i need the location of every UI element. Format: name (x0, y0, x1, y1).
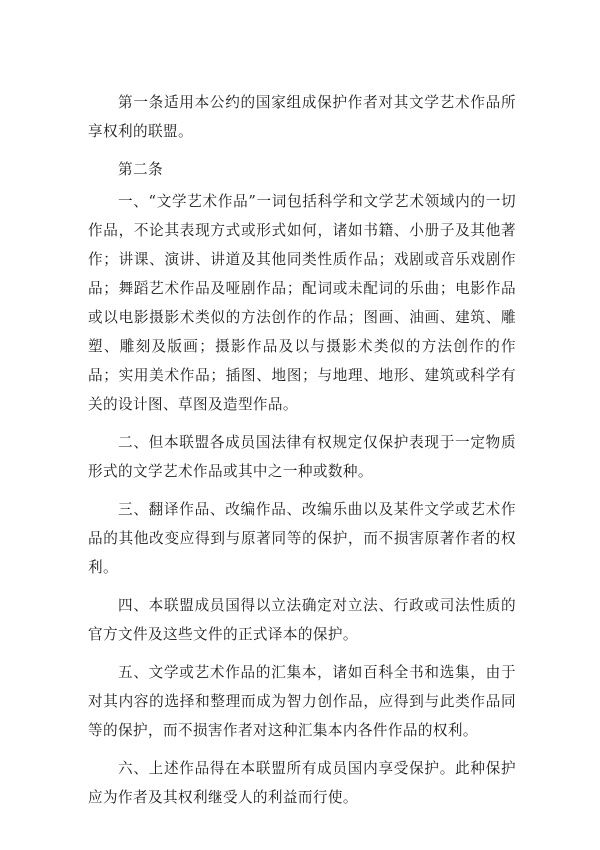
article-1-paragraph: 第一条适用本公约的国家组成保护作者对其文学艺术作品所享权利的联盟。 (88, 94, 516, 140)
article-2-clause-2: 二、但本联盟各成员国法律有权规定仅保护表现于一定物质形式的文学艺术作品或其中之一种或数种。 (88, 434, 516, 480)
article-2-heading: 第二条 (118, 161, 163, 178)
article-2-clause-5: 五、文学或艺术作品的汇集本，诸如百科全书和选集，由于对其内容的选择和整理而成为智力创作品，应得到与此类作品同等的保护，而不损害作者对这种汇集本内各件作品的权利。 (88, 664, 516, 739)
article-2-clause-3: 三、翻译作品、改编作品、改编乐曲以及某件文学或艺术作品的其他改变应得到与原著同等的保护，而不损害原著作者的权利。 (88, 501, 516, 576)
article-2-clause-1: 一、“文学艺术作品”一词包括科学和文学艺术领域内的一切作品，不论其表现方式或形式如何，诸如书籍、小册子及其他著作；讲课、演讲、讲道及其他同类性质作品；戏剧或音乐戏剧作品；舞蹈艺术作品及哑剧作品；配词或未配词的乐曲；电影作品或以电影摄影术类似的方法创作的作品；图画、油画、建筑、雕塑、雕刻及版画；摄影作品及以与摄影术类似的方法创作的作品；实用美术作品；插图、地图；与地理、地形、建筑或科学有关的设计图、草图及造型作品。 (88, 193, 516, 413)
document-body (88, 88, 516, 821)
article-2-clause-6: 六、上述作品得在本联盟所有成员国内享受保护。此种保护应为作者及其权利继受人的利益而行使。 (88, 760, 516, 806)
article-2-clause-4: 四、本联盟成员国得以立法确定对立法、行政或司法性质的官方文件及这些文件的正式译本的保护。 (88, 597, 516, 643)
